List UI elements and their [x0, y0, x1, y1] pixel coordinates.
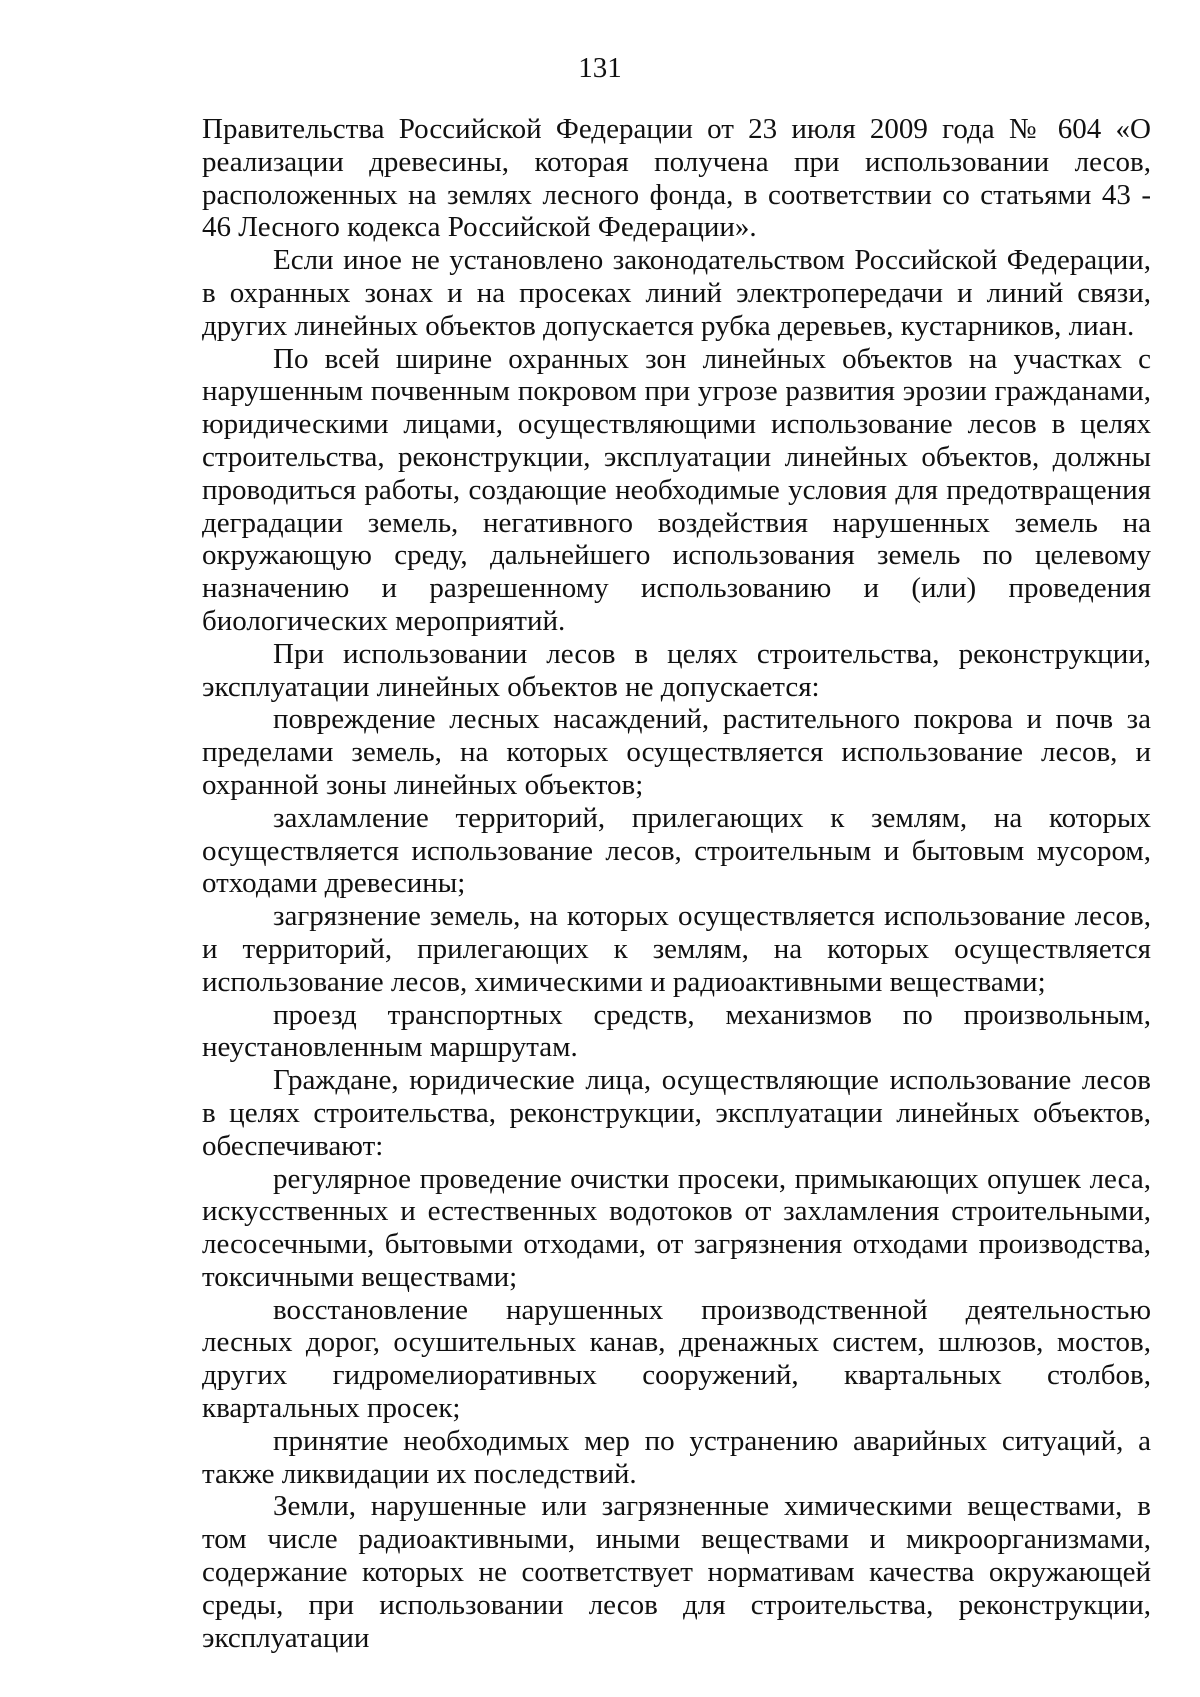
paragraph-prohibitions-intro: При использовании лесов в целях строительства, реконструкции, эксплуатации линейных объектов не допускается: [202, 637, 1151, 703]
list-item-restoration: восстановление нарушенных производственной деятельностью лесных дорог, осушительных канав, дренажных систем, шлюзов, мостов, других гидромелиоративных сооружений, квартальных столбов, квартальных просек; [202, 1293, 1151, 1425]
list-item-damage: повреждение лесных насаждений, растительного покрова и почв за пределами земель, на которых осуществляется использование лесов, и охранной зоны линейных объектов; [202, 703, 1151, 801]
list-item-littering: захламление территорий, прилегающих к землям, на которых осуществляется использование лесов, строительным и бытовым мусором, отходами древесины; [202, 801, 1151, 900]
list-item-pollution: загрязнение земель, на которых осуществляется использование лесов, и территорий, прилегающих к землям, на которых осуществляется использование лесов, химическими и радиоактивными веществами; [202, 900, 1151, 998]
paragraph-power-line-clearing: Если иное не установлено законодательством Российской Федерации, в охранных зонах и на просеках линий электропередачи и линий связи, других линейных объектов допускается рубка деревьев, кустарников, лиан. [202, 244, 1151, 342]
document-body [202, 113, 1151, 1654]
list-item-emergency: принятие необходимых мер по устранению аварийных ситуаций, а также ликвидации их последствий. [202, 1424, 1151, 1490]
list-item-clearing: регулярное проведение очистки просеки, примыкающих опушек леса, искусственных и естественных водотоков от захламления строительными, лесосечными, бытовыми отходами, от загрязнения отходами производства, токсичными веществами; [202, 1162, 1151, 1293]
paragraph-continuation: Правительства Российской Федерации от 23 июля 2009 года № 604 «О реализации древесины, которая получена при использовании лесов, расположенных на землях лесного фонда, в соответствии со статьями 43 - 46 Лесного кодекса Российской Федерации». [202, 113, 1151, 244]
paragraph-obligations-intro: Граждане, юридические лица, осуществляющие использование лесов в целях строительства, реконструкции, эксплуатации линейных объектов, обеспечивают: [202, 1064, 1151, 1162]
page-number: 131 [578, 52, 622, 84]
paragraph-contaminated-lands: Земли, нарушенные или загрязненные химическими веществами, в том числе радиоактивными, иными веществами и микроорганизмами, содержание которых не соответствует нормативам качества окружающей среды, при использовании лесов для строительства, реконструкции, эксплуатации [202, 1490, 1151, 1654]
paragraph-erosion-works: По всей ширине охранных зон линейных объектов на участках с нарушенным почвенным покровом при угрозе развития эрозии гражданами, юридическими лицами, осуществляющими использование лесов в целях строительства, реконструкции, эксплуатации линейных объектов, должны проводиться работы, создающие необходимые условия для предотвращения деградации земель, негативного воздействия нарушенных земель на окружающую среду, дальнейшего использования земель по целевому назначению и разрешенному использованию и (или) проведения биологических мероприятий. [202, 342, 1151, 637]
list-item-vehicle-passage: проезд транспортных средств, механизмов по произвольным, неустановленным маршрутам. [202, 998, 1151, 1064]
